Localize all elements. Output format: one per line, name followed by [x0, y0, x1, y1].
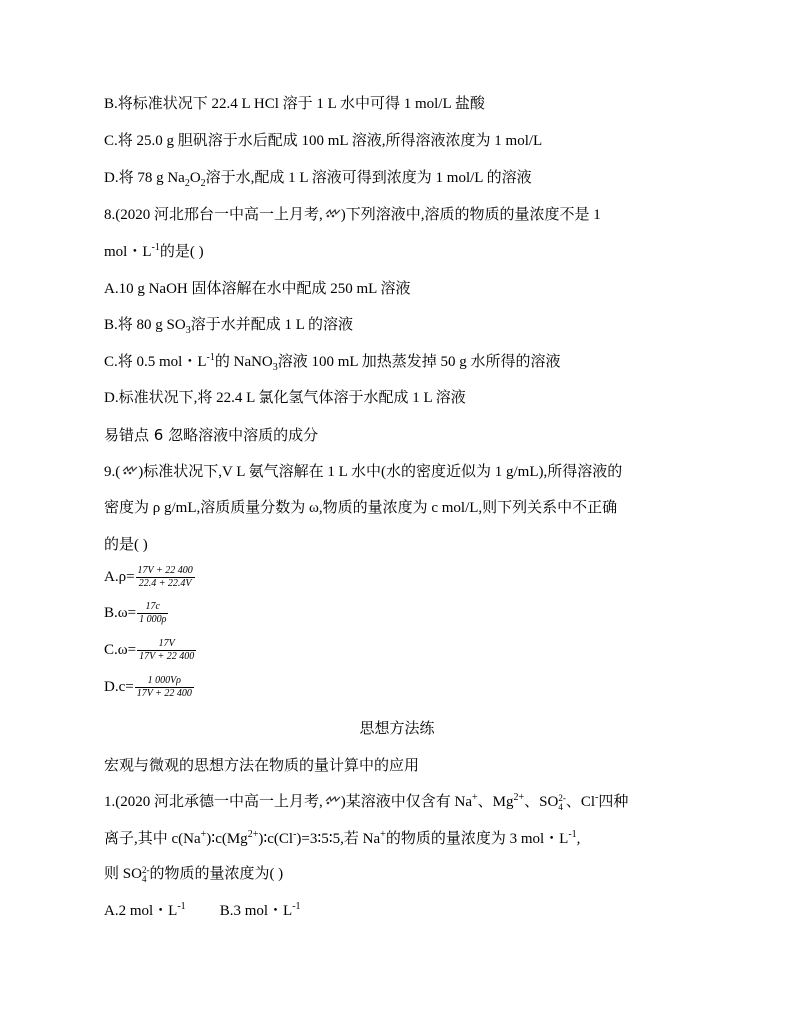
question-text: 9.(: [104, 464, 121, 480]
superscript: -1: [177, 901, 186, 912]
question-1-stem: [104, 792, 628, 812]
denominator: 1 000ρ: [139, 614, 167, 625]
question-1-options: [104, 901, 301, 921]
subscript: 3: [185, 325, 191, 336]
section-title: 思想方法练: [359, 719, 435, 737]
question-1-stem-end: [104, 864, 283, 884]
question-text: 的物质的量浓度为( ): [149, 866, 284, 882]
fraction: [137, 601, 168, 626]
option-a: A.2 mol・L: [104, 903, 178, 919]
numerator: 1 000Vρ: [135, 675, 194, 688]
superscript: +: [200, 829, 207, 840]
subscript: 2: [200, 178, 206, 189]
question-9-option-d: [104, 675, 194, 700]
denominator: 22.4 + 22.4V: [138, 578, 192, 589]
difficulty-star-icon: [323, 208, 341, 220]
superscript: 2+: [247, 829, 259, 840]
option-c-prev: [104, 131, 542, 151]
option-text: 的 NaNO: [214, 354, 273, 370]
section-subtitle: 宏观与微观的思想方法在物质的量计算中的应用: [104, 756, 420, 774]
question-9-option-a: [104, 565, 195, 590]
option-text: B.将 80 g SO: [104, 317, 186, 333]
superscript: +: [472, 792, 478, 803]
question-8-option-c: [104, 352, 561, 372]
superscript: -: [293, 829, 297, 840]
superscript: 2-: [141, 864, 150, 875]
question-9-stem: [104, 462, 622, 482]
option-d-prev: [104, 168, 532, 188]
option-text: C.将 0.5 mol・L: [104, 354, 207, 370]
question-text: 四种: [598, 794, 629, 810]
question-text: 的是( ): [104, 537, 148, 553]
question-text: )下列溶液中,溶质的物质的量浓度不是 1: [340, 207, 601, 223]
superscript: 2+: [513, 792, 525, 803]
question-8-option-a: [104, 279, 411, 299]
option-b: B.3 mol・L: [219, 903, 293, 919]
option-b-prev: [104, 94, 485, 114]
question-8-stem-cont: [104, 242, 204, 262]
question-text: 离子,其中 c(Na: [104, 831, 201, 847]
superscript: -1: [568, 829, 577, 840]
sub-sup-stack: [558, 794, 566, 812]
superscript: -: [595, 792, 599, 803]
superscript: 2-: [558, 792, 566, 803]
subscript: 3: [272, 362, 278, 373]
numerator: 17V: [137, 638, 196, 651]
question-9-option-b: [104, 601, 168, 626]
question-text: 8.(2020 河北邢台一中高一上月考,: [104, 207, 323, 223]
question-text: 的物质的量浓度为 3 mol・L: [385, 831, 569, 847]
superscript: -1: [206, 352, 215, 363]
subscript: 4: [558, 801, 563, 812]
question-text: )∶c(Mg: [206, 831, 248, 847]
option-text: B.将标准状况下 22.4 L HCl 溶于 1 L 水中可得 1 mol/L 盐酸: [104, 96, 485, 112]
question-9-option-c: [104, 638, 196, 663]
subscript: 4: [141, 873, 147, 884]
option-text: 溶于水并配成 1 L 的溶液: [190, 317, 354, 333]
question-text: 则 SO: [104, 866, 142, 882]
option-text: C.将 25.0 g 胆矾溶于水后配成 100 mL 溶液,所得溶液浓度为 1 mol/L: [104, 133, 543, 149]
numerator: 17V + 22 400: [137, 565, 193, 576]
numerator: 17c: [137, 601, 168, 614]
question-text: 、Mg: [477, 794, 514, 810]
option-label: B.ω=: [104, 604, 137, 621]
superscript: -1: [292, 901, 301, 912]
question-text: ,: [576, 831, 581, 847]
option-text: D.将 78 g Na: [104, 170, 185, 186]
question-8-stem: [104, 205, 601, 225]
option-label: C.ω=: [104, 641, 137, 658]
question-8-option-d: [104, 388, 466, 408]
option-text: O: [189, 170, 201, 186]
subscript: 2: [184, 178, 190, 189]
fraction: [137, 638, 196, 663]
option-text: D.标准状况下,将 22.4 L 氯化氢气体溶于水配成 1 L 溶液: [104, 390, 466, 406]
option-text: 溶液 100 mL 加热蒸发掉 50 g 水所得的溶液: [277, 354, 561, 370]
question-text: 、Cl: [565, 794, 595, 810]
question-text: )某溶液中仅含有 Na: [340, 794, 472, 810]
section-heading-6: 易错点 6 忽略溶液中溶质的成分: [104, 426, 319, 444]
question-text: 的是( ): [159, 244, 204, 260]
question-text: )标准状况下,V L 氨气溶解在 1 L 水中(水的密度近似为 1 g/mL),所得溶液的: [138, 464, 623, 480]
question-9-stem-end: [104, 535, 148, 555]
option-text: 溶于水,配成 1 L 溶液可得到浓度为 1 mol/L 的溶液: [205, 170, 532, 186]
superscript: +: [380, 829, 386, 840]
question-text: )∶c(Cl: [258, 831, 294, 847]
denominator: 17V + 22 400: [139, 651, 195, 662]
option-label: D.c=: [104, 678, 134, 695]
denominator: 17V + 22 400: [136, 688, 192, 699]
question-1-stem-cont: [104, 829, 580, 849]
question-9-stem-cont: [104, 498, 617, 518]
question-text: 、SO: [524, 794, 559, 810]
question-text: )=3∶5∶5,若 Na: [296, 831, 381, 847]
fraction: [136, 565, 195, 590]
superscript: -1: [151, 242, 160, 253]
question-8-option-b: [104, 315, 353, 335]
question-text: 密度为 ρ g/mL,溶质质量分数为 ω,物质的量浓度为 c mol/L,则下列关系中不正确: [104, 500, 618, 516]
option-label: A.ρ=: [104, 568, 135, 585]
difficulty-star-icon: [120, 465, 138, 477]
question-text: mol・L: [104, 244, 152, 260]
difficulty-star-icon: [323, 795, 341, 807]
option-text: A.10 g NaOH 固体溶解在水中配成 250 mL 溶液: [104, 281, 411, 297]
fraction: [135, 675, 194, 700]
question-text: 1.(2020 河北承德一中高一上月考,: [104, 794, 323, 810]
